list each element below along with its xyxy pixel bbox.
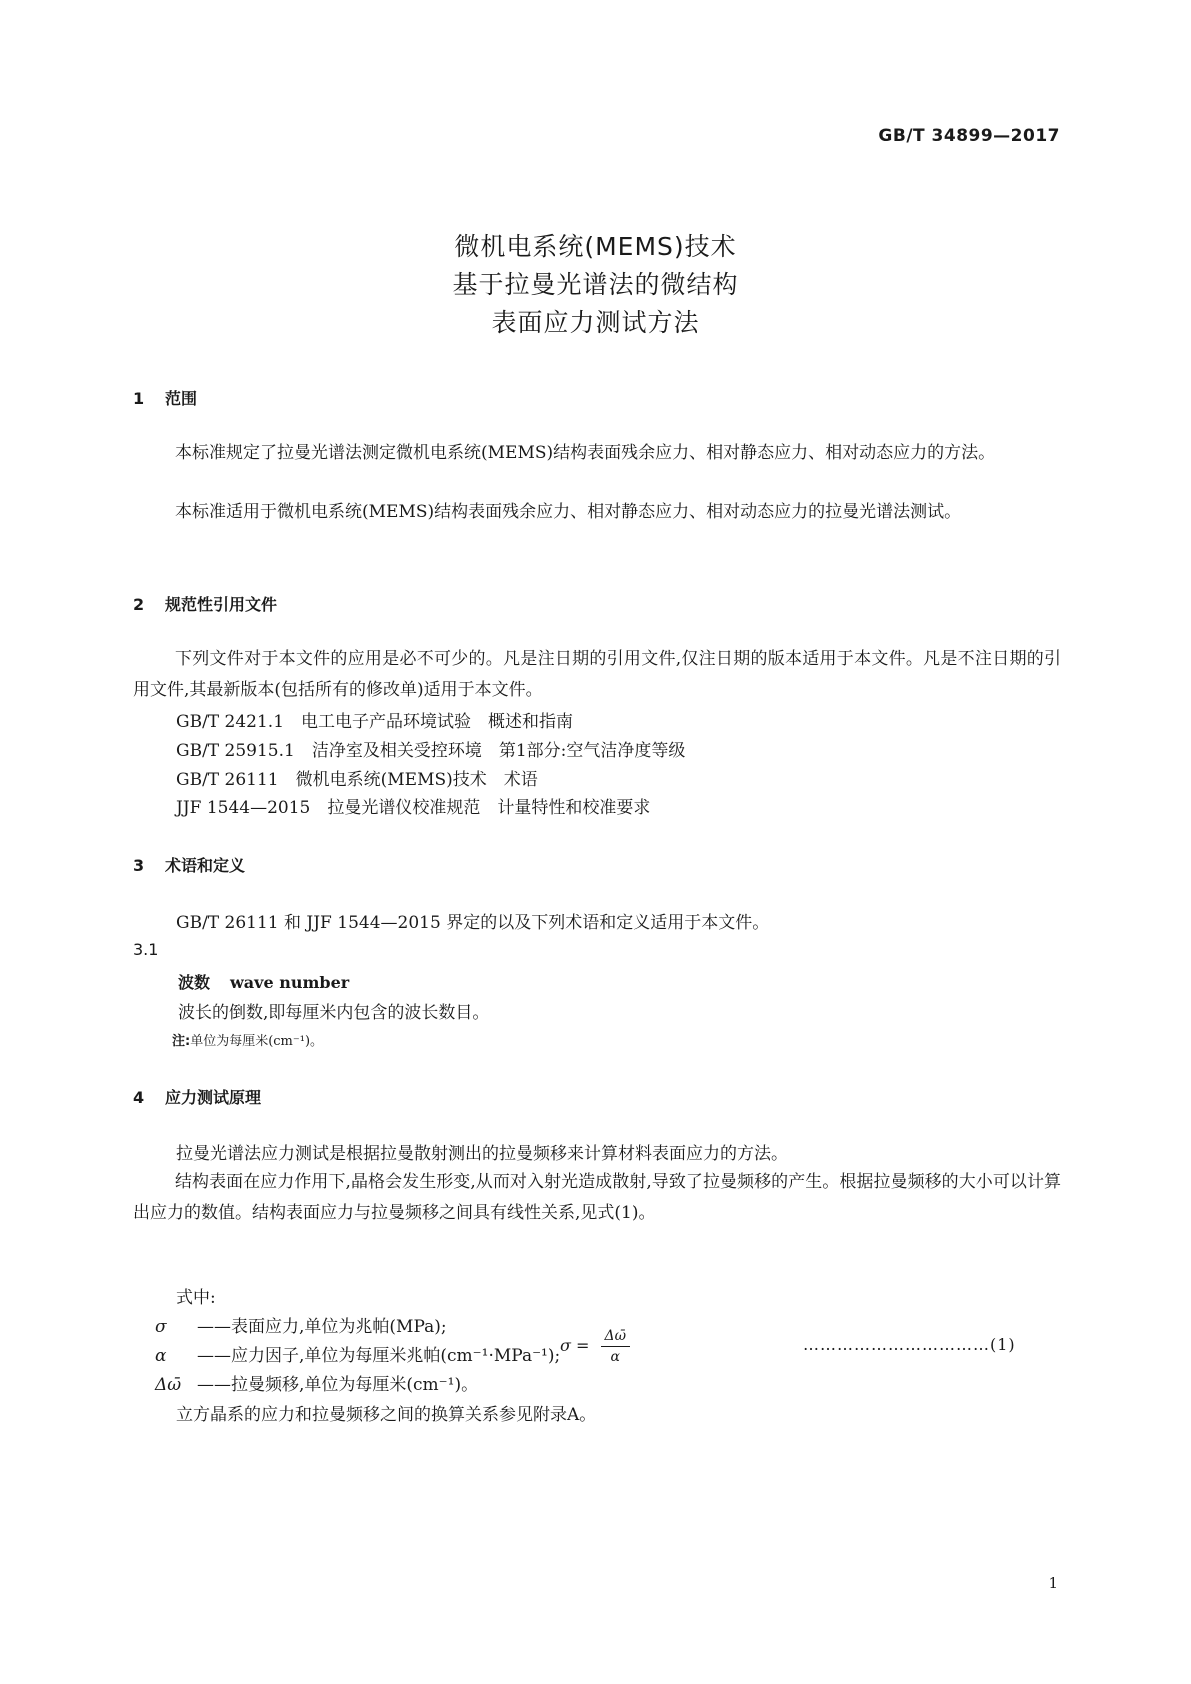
formula-denominator: α [610, 1349, 621, 1365]
standard-code: GB/T 34899—2017 [878, 126, 1060, 146]
section-3-title: 术语和定义 [165, 856, 246, 875]
reference-item: JJF 1544—2015 拉曼光谱仪校准规范 计量特性和校准要求 [176, 798, 651, 818]
formula-numerator: Δω̄ [601, 1328, 631, 1347]
section-1-paragraph-1: 本标准规定了拉曼光谱法测定微机电系统(MEMS)结构表面残余应力、相对静态应力、相对动态应力的方法。 [175, 443, 996, 463]
symbol-description: ——应力因子,单位为每厘米兆帕(cm⁻¹·MPa⁻¹); [197, 1346, 561, 1366]
subsection-number: 3.1 [133, 940, 159, 959]
symbol-description: ——表面应力,单位为兆帕(MPa); [197, 1317, 447, 1337]
page-number: 1 [1048, 1574, 1058, 1592]
symbol: α [155, 1346, 167, 1366]
section-2-title: 规范性引用文件 [165, 595, 278, 614]
reference-item: GB/T 2421.1 电工电子产品环境试验 概述和指南 [176, 712, 574, 732]
term-note [172, 1030, 323, 1049]
term-english: wave number [230, 973, 350, 992]
section-4-paragraph-2: 结构表面在应力作用下,晶格会发生形变,从而对入射光造成散射,导致了拉曼频移的产生。根据拉曼频移的大小可以计算出应力的数值。结构表面应力与拉曼频移之间具有线性关系,见式(1)。 [133, 1172, 1061, 1223]
section-2-heading [133, 592, 277, 615]
where-label: 式中: [176, 1288, 216, 1308]
symbol: Δω̄ [155, 1375, 182, 1395]
section-4-number: 4 [133, 1088, 145, 1107]
section-1-paragraph-2: 本标准适用于微机电系统(MEMS)结构表面残余应力、相对静态应力、相对动态应力的拉曼光谱法测试。 [175, 502, 962, 522]
section-2-paragraph-1: 下列文件对于本文件的应用是必不可少的。凡是注日期的引用文件,仅注日期的版本适用于本文件。凡是不注日期的引用文件,其最新版本(包括所有的修改单)适用于本文件。 [133, 649, 1061, 700]
symbol-definition [155, 1341, 560, 1366]
symbol-definition [155, 1370, 478, 1395]
note-text: 单位为每厘米(cm⁻¹)。 [190, 1034, 324, 1049]
title-line-2: 基于拉曼光谱法的微结构 [452, 270, 739, 299]
term-chinese: 波数 [178, 973, 211, 992]
section-1-heading [133, 386, 197, 409]
symbol-description: ——拉曼频移,单位为每厘米(cm⁻¹)。 [197, 1375, 479, 1395]
note-label: 注: [172, 1034, 191, 1049]
section-3-heading [133, 853, 245, 876]
formula-1 [560, 1328, 630, 1365]
section-4-paragraph-3: 立方晶系的应力和拉曼频移之间的换算关系参见附录A。 [176, 1405, 597, 1425]
section-4-paragraph-1: 拉曼光谱法应力测试是根据拉曼散射测出的拉曼频移来计算材料表面应力的方法。 [176, 1144, 788, 1164]
term-definition: 波长的倒数,即每厘米内包含的波长数目。 [178, 1003, 490, 1023]
section-2-number: 2 [133, 595, 145, 614]
equation-number: ……………………………(1) [803, 1335, 1016, 1354]
symbol: σ [155, 1317, 167, 1337]
title-line-1: 微机电系统(MEMS)技术 [454, 232, 737, 261]
reference-item: GB/T 26111 微机电系统(MEMS)技术 术语 [176, 770, 538, 790]
term-entry [178, 970, 349, 993]
section-1-number: 1 [133, 389, 145, 408]
reference-item: GB/T 25915.1 洁净室及相关受控环境 第1部分:空气洁净度等级 [176, 741, 686, 761]
section-1-title: 范围 [165, 389, 198, 408]
section-4-title: 应力测试原理 [165, 1088, 262, 1107]
document-title [0, 228, 1191, 342]
section-4-heading [133, 1085, 261, 1108]
formula-lhs: σ = [560, 1336, 590, 1355]
formula-fraction [601, 1328, 631, 1365]
section-3-paragraph-1: GB/T 26111 和 JJF 1544—2015 界定的以及下列术语和定义适用于本文件。 [176, 913, 770, 933]
title-line-3: 表面应力测试方法 [491, 308, 700, 337]
symbol-definition [155, 1312, 447, 1337]
section-3-number: 3 [133, 856, 145, 875]
